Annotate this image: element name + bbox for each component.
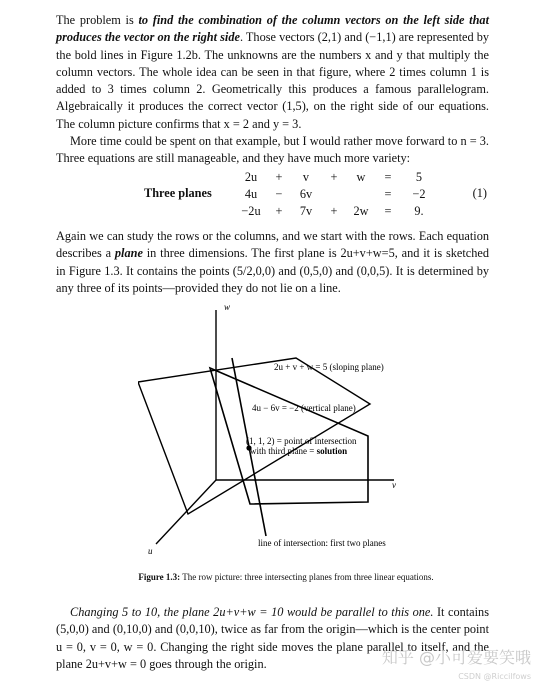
watermark-zhihu: 知乎 @小可爱要笑哦 — [381, 648, 531, 667]
axis-u-label: u — [148, 546, 153, 556]
axis-w-label: w — [224, 302, 231, 312]
para1-emphasis: to find the combination of the column vectors on the left side that produces the vector on the right side — [56, 13, 489, 45]
label-intersection-line: line of intersection: first two planes — [258, 538, 386, 548]
label-sloping-plane: 2u + v + w = 5 (sloping plane) — [274, 362, 384, 372]
equation-block — [56, 169, 489, 217]
para3-b: in three dimensions. The first plane is 2u+v+w=5, and it is sketched in Figure 1.3. It contains the points (5/2,0,0) and (0,5,0) and (0,0,5). It is determined by any three of its points—provided they do not lie on a line. — [56, 246, 489, 295]
paragraph-three-equations: More time could be spent on that example, but I would rather move forward to n = 3. Three equations are still manageable, and they have much more variety: — [56, 134, 489, 166]
equation-rows — [234, 169, 438, 220]
paragraph-column-picture — [56, 12, 489, 133]
para4-emphasis: Changing 5 to 10, the plane 2u+v+w = 10 would be parallel to this one. — [70, 605, 434, 619]
label-point-line2: with third plane = solution — [250, 446, 348, 456]
planes-diagram — [138, 298, 428, 560]
para1-rest: . Those vectors (2,1) and (−1,1) are represented by the bold lines in Figure 1.2b. The unknowns are the numbers x and y that multiply the column vectors. The whole idea can be seen in that figure, where 2 times column 1 is added to 3 times column 2. Geometrically this produces a famous parallelogram. Algebraically it produces the correct vector (1,5), on the right side of our equations. The column picture confirms that x = 2 and y = 3. — [56, 30, 489, 131]
para4-rest: It contains (5,0,0) and (0,10,0) and (0,0,10), twice as far from the origin—which is the center point u = 0, v = 0, w = 0. Changing the right side moves the plane parallel to itself, and the plane 2u+v+w = 0 goes through the origin. — [56, 605, 489, 671]
caption-prefix: Figure 1.3: — [138, 572, 181, 582]
equation-row: −2u + 7v + 2w = 9. — [241, 204, 424, 218]
axis-u-line — [156, 480, 216, 544]
label-point-line1: (1, 1, 2) = point of intersection — [246, 436, 357, 446]
equation-row: 2u + v + w = 5 — [244, 170, 423, 184]
watermark-csdn: CSDN @Riccilfows — [458, 672, 531, 681]
para3-a: Again we can study the rows or the columns, and we start with the rows. Each equation describes a — [56, 229, 489, 261]
figure-three-planes — [138, 298, 428, 560]
equation-number: (1) — [472, 186, 487, 200]
para3-emphasis: plane — [114, 246, 143, 261]
para1-lead: The problem is — [56, 13, 139, 27]
caption-text: The row picture: three intersecting planes from three linear equations. — [180, 572, 434, 582]
figure-caption — [116, 572, 456, 582]
label-vertical-plane: 4u − 6v = −2 (vertical plane) — [252, 403, 356, 413]
equation-row: 4u − 6v = −2 — [244, 187, 426, 201]
axis-v-label: v — [392, 480, 396, 490]
equation-label: Three planes — [144, 186, 212, 200]
paragraph-row-picture — [56, 228, 489, 297]
